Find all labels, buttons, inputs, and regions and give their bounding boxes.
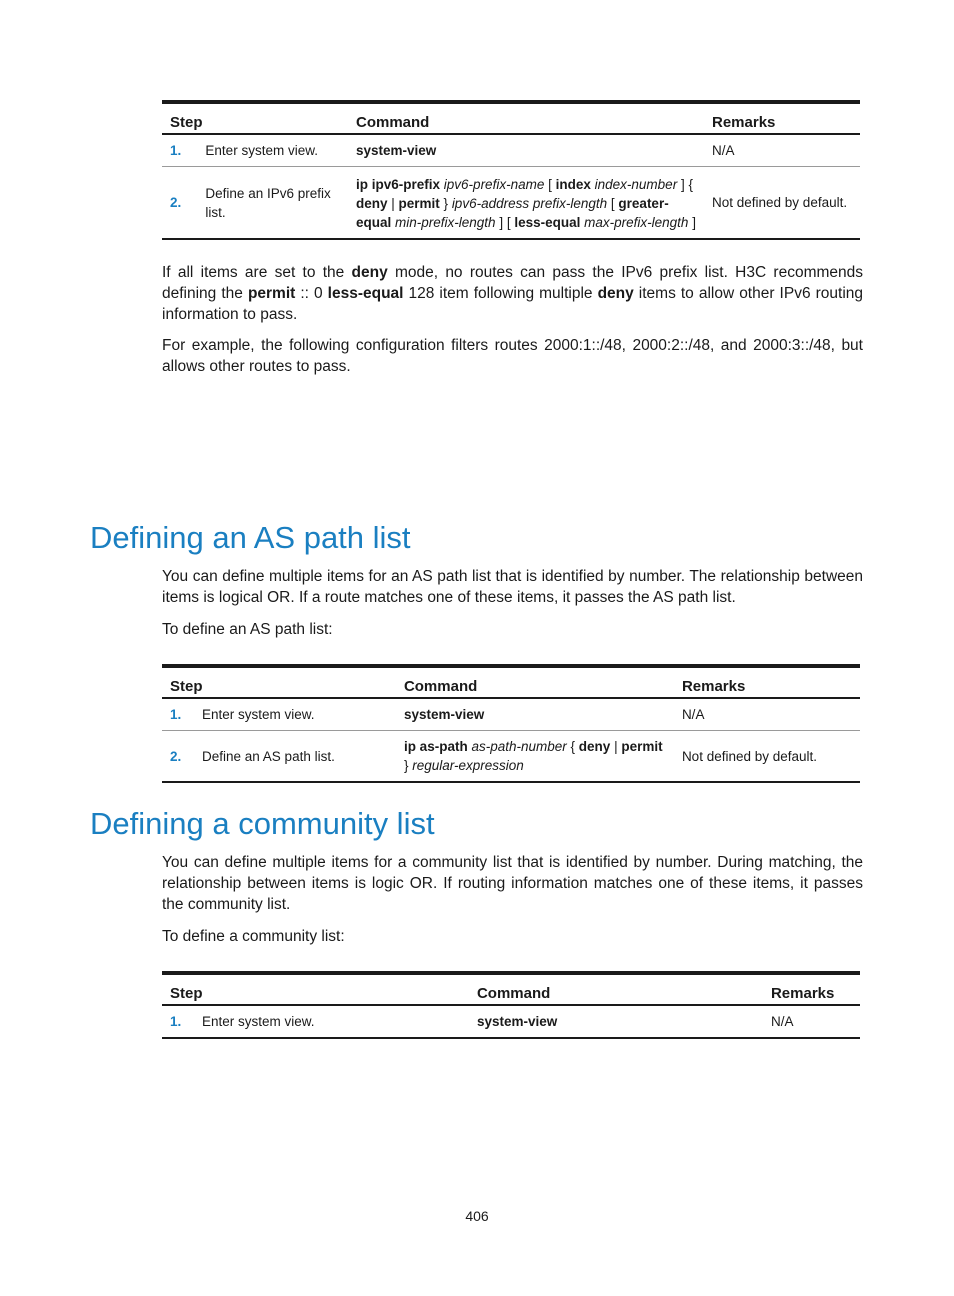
command-text: ip as-path as-path-number { deny | permit } regular-expression <box>396 731 674 783</box>
example-paragraph: For example, the following configuration filters routes 2000:1::/48, 2000:2::/48, and 2000:3::/48, but allows other routes to pass. <box>162 337 863 375</box>
ipv6-prefix-table <box>162 100 860 240</box>
remarks-text: N/A <box>712 143 735 158</box>
step-number: 1. <box>170 143 182 158</box>
table-row <box>162 731 860 783</box>
remarks-text: Not defined by default. <box>674 731 860 783</box>
command-text: ip ipv6-prefix ipv6-prefix-name [ index index-number ] { deny | permit } ipv6-address prefix-length [ greater-equal min-prefix-length ] [ less-equal max-prefix-length ] <box>348 167 704 240</box>
community-intro: To define a community list: <box>162 928 345 945</box>
remarks-text: N/A <box>770 1014 794 1029</box>
community-description: You can define multiple items for a community list that is identified by number. During matching, the relationship between items is logic OR. If routing information matches one of these items, it passes the community list. <box>162 854 863 913</box>
step-text: Define an AS path list. <box>194 731 396 783</box>
remarks-text: Not defined by default. <box>704 167 860 240</box>
section-title-as-path: Defining an AS path list <box>90 520 411 555</box>
step-text: Enter system view. <box>205 143 318 158</box>
step-text: Define an IPv6 prefix list. <box>197 167 348 240</box>
step-number: 1. <box>170 1014 182 1029</box>
col-header-remarks: Remarks <box>674 666 860 698</box>
col-header-command: Command <box>396 666 674 698</box>
step-text: Enter system view. <box>202 707 315 722</box>
section-title-community: Defining a community list <box>90 806 435 841</box>
as-path-intro: To define an AS path list: <box>162 621 333 638</box>
command-text: system-view <box>403 707 485 722</box>
col-header-step: Step <box>162 973 469 1005</box>
step-text: Enter system view. <box>202 1014 315 1029</box>
table-row <box>162 698 860 731</box>
remarks-text: N/A <box>681 707 705 722</box>
command-text: system-view <box>356 143 437 158</box>
step-number: 2. <box>162 167 197 240</box>
page-number: 406 <box>465 1208 489 1224</box>
col-header-step: Step <box>162 666 396 698</box>
col-header-step: Step <box>162 102 348 134</box>
table-row <box>162 134 860 167</box>
step-number: 1. <box>170 707 182 722</box>
table-row <box>162 1005 860 1038</box>
community-table <box>162 971 860 1039</box>
command-text: system-view <box>476 1014 558 1029</box>
col-header-remarks: Remarks <box>763 973 860 1005</box>
col-header-command: Command <box>469 973 763 1005</box>
step-number: 2. <box>162 731 194 783</box>
as-path-description: You can define multiple items for an AS path list that is identified by number. The relationship between items is logical OR. If a route matches one of these items, it passes the AS path list. <box>162 568 863 606</box>
deny-mode-paragraph: If all items are set to the deny mode, no routes can pass the IPv6 prefix list. H3C recommends defining the permit :: 0 less-equal 128 item following multiple deny items to allow other IPv6 routing information to pass. <box>162 264 864 323</box>
col-header-remarks: Remarks <box>704 102 860 134</box>
col-header-command: Command <box>348 102 704 134</box>
table-row <box>162 167 860 240</box>
as-path-table <box>162 664 860 783</box>
